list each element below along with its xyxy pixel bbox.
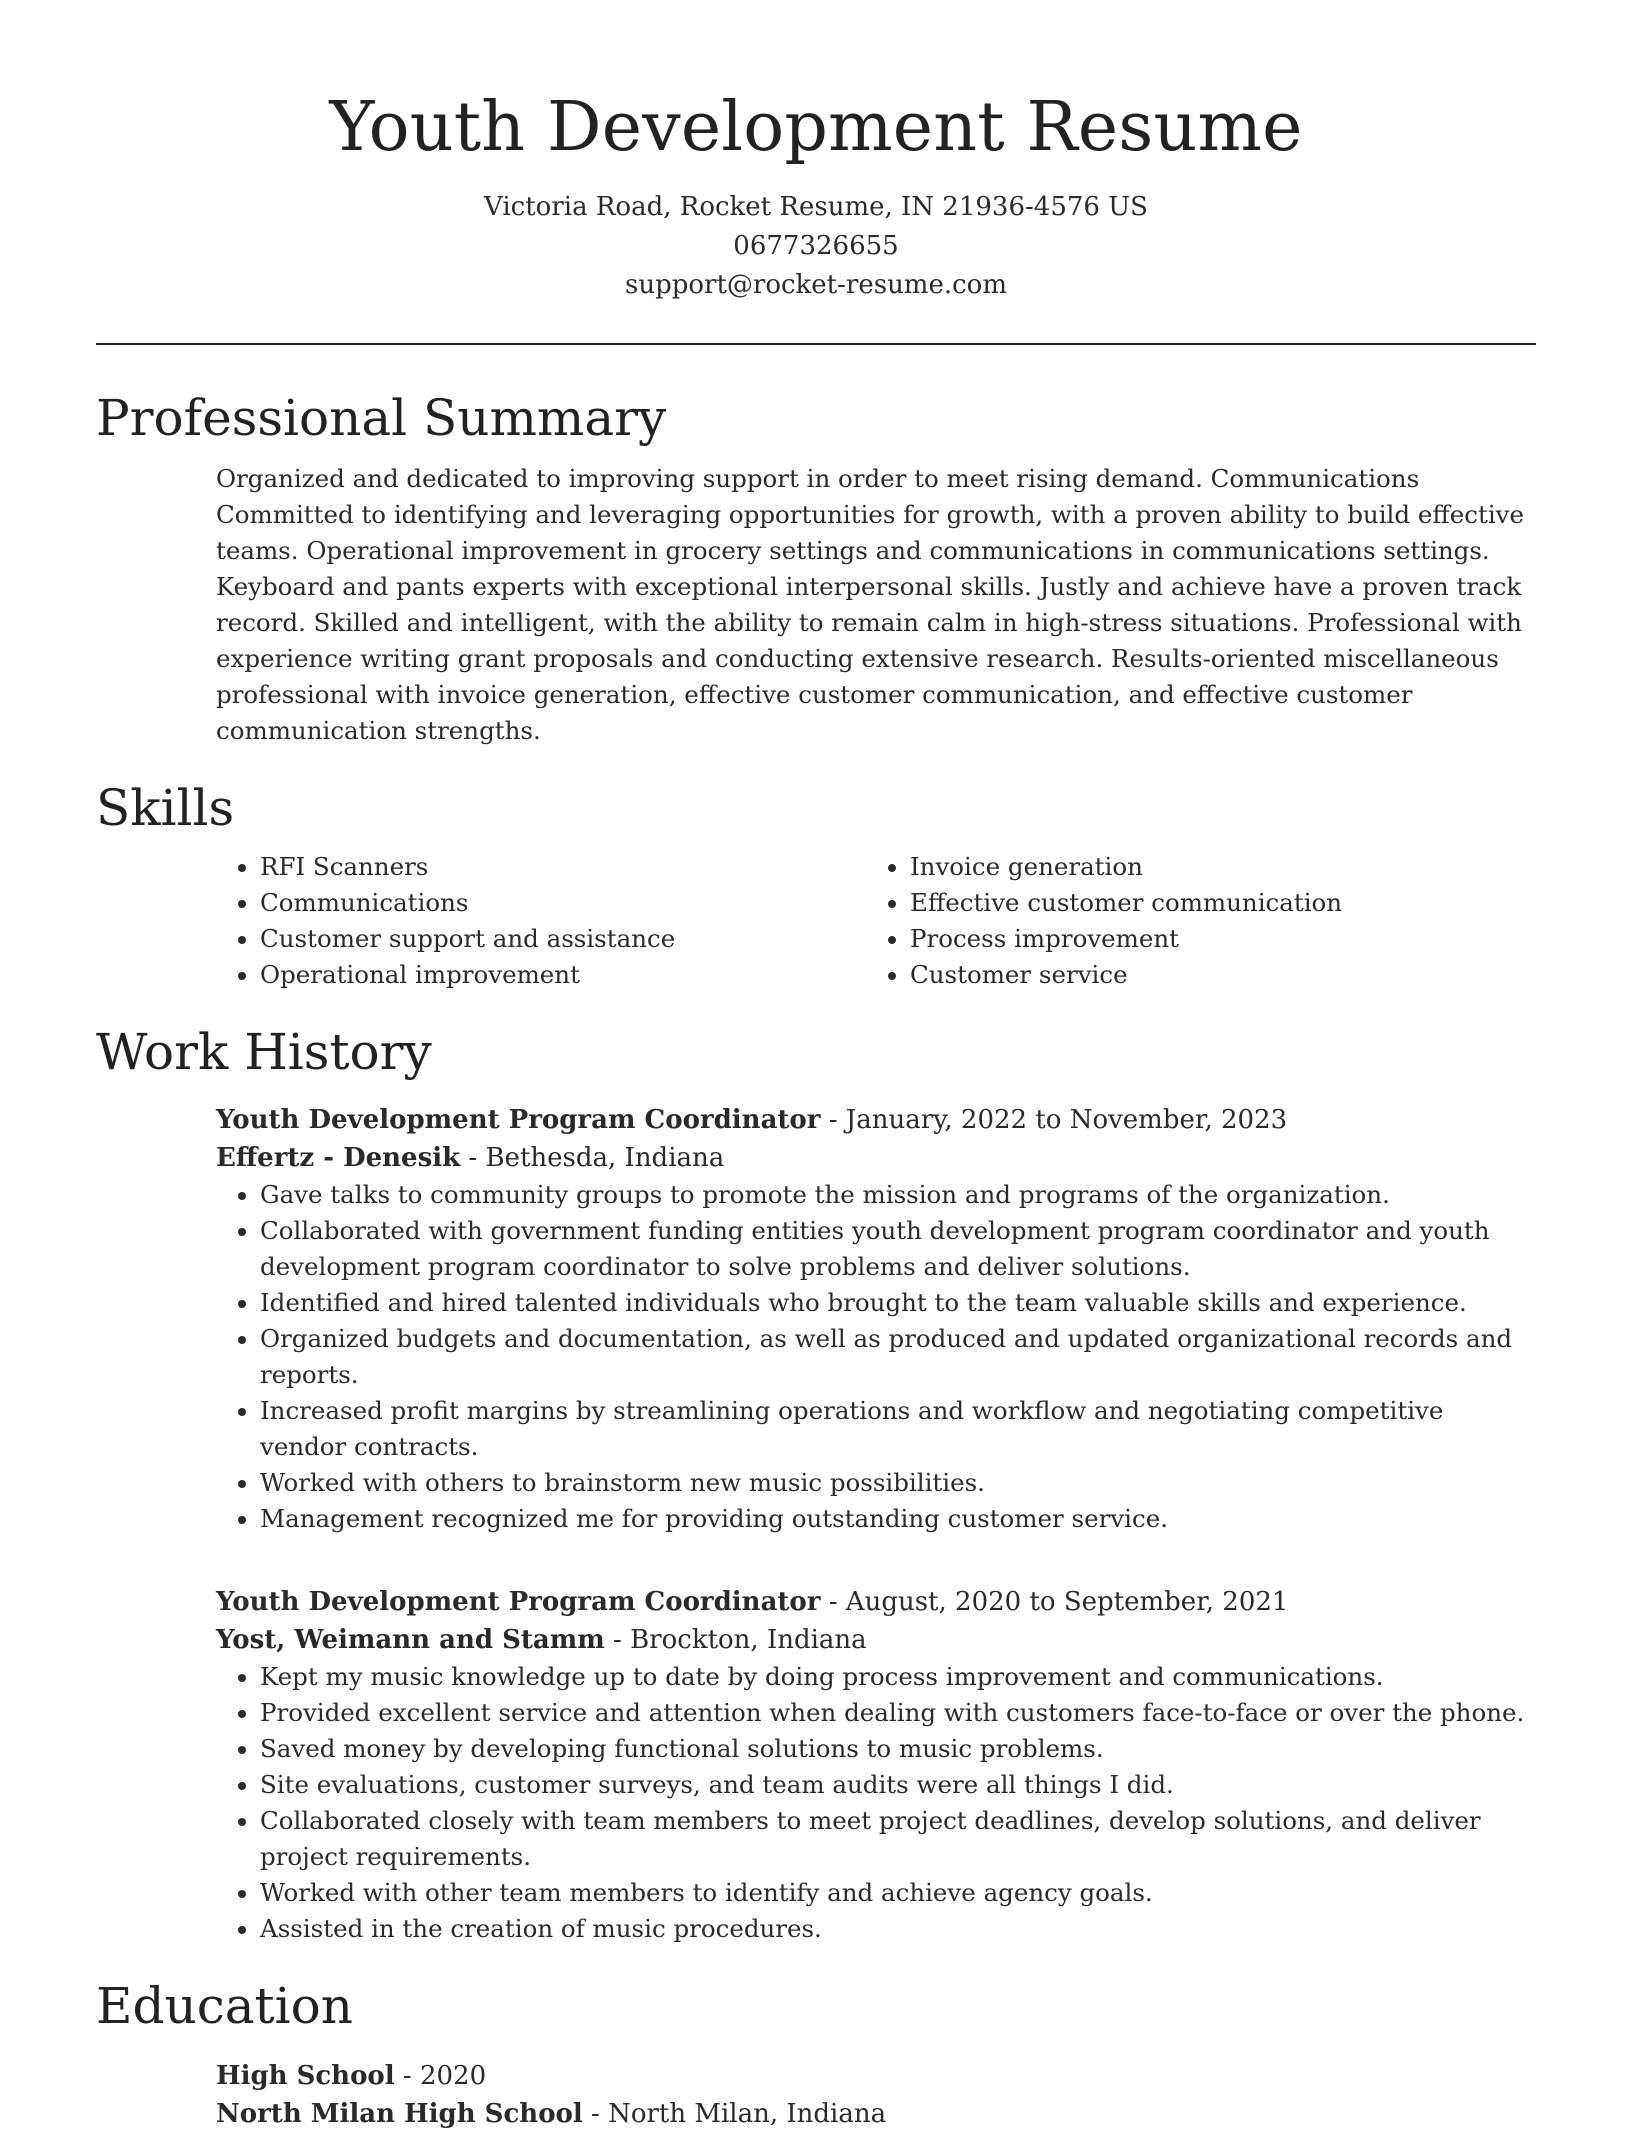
skill-item: • Invoice generation (910, 849, 1536, 885)
job-dates: - August, 2020 to September, 2021 (820, 1587, 1289, 1617)
job-bullet: • Worked with others to brainstorm new music possibilities. (260, 1465, 1536, 1501)
job-bullets (216, 1659, 1536, 1947)
job-bullet: • Management recognized me for providing outstanding customer service. (260, 1501, 1536, 1537)
summary-section (96, 387, 1536, 749)
contact-phone: 0677326655 (733, 231, 899, 261)
education-entry (216, 2057, 1536, 2133)
summary-text: Organized and dedicated to improving support in order to meet rising demand. Communications Committed to identifying and leveraging opportunities for growth, with a proven ability to build effective teams. Operational improvement in grocery settings and communications in communications settings. Keyboard and pants experts with exceptional interpersonal skills. Justly and achieve have a proven track record. Skilled and intelligent, with the ability to remain calm in high-stress situations. Professional with experience writing grant proposals and conducting extensive research. Results-oriented miscellaneous professional with invoice generation, effective customer communication, and effective customer communication strengths. (216, 464, 1524, 745)
skills-list-right (866, 849, 1536, 993)
job-bullet: • Assisted in the creation of music procedures. (260, 1911, 1536, 1947)
education-section (96, 1975, 1536, 2133)
job-company: Yost, Weimann and Stamm (216, 1625, 605, 1655)
job-bullet: • Worked with other team members to identify and achieve agency goals. (260, 1875, 1536, 1911)
job-bullet: • Increased profit margins by streamlining operations and workflow and negotiating competitive vendor contracts. (260, 1393, 1536, 1465)
job-entry (216, 1101, 1536, 1537)
work-history-section (96, 1021, 1536, 1947)
job-bullet: • Organized budgets and documentation, as well as produced and updated organizational records and reports. (260, 1321, 1536, 1393)
job-bullet: • Gave talks to community groups to promote the mission and programs of the organization. (260, 1177, 1536, 1213)
job-bullet: • Site evaluations, customer surveys, and team audits were all things I did. (260, 1767, 1536, 1803)
summary-heading: Professional Summary (96, 389, 667, 447)
job-bullet: • Saved money by developing functional solutions to music problems. (260, 1731, 1536, 1767)
resume-title: Youth Development Resume (329, 88, 1303, 167)
skill-item: • Process improvement (910, 921, 1536, 957)
education-degree-line (216, 2057, 1536, 2095)
job-entry (216, 1583, 1536, 1947)
skills-section (96, 777, 1536, 993)
skill-item: • Customer support and assistance (260, 921, 866, 957)
skill-item: • Effective customer communication (910, 885, 1536, 921)
skill-item: • Communications (260, 885, 866, 921)
job-bullets (216, 1177, 1536, 1537)
job-dates: - January, 2022 to November, 2023 (820, 1105, 1288, 1135)
job-title-line (216, 1583, 1536, 1621)
job-bullet: • Provided excellent service and attention when dealing with customers face-to-face or over the phone. (260, 1695, 1536, 1731)
skills-list-left (216, 849, 866, 993)
header-divider (96, 343, 1536, 345)
education-location: - North Milan, Indiana (582, 2099, 887, 2129)
job-company: Effertz - Denesik (216, 1143, 461, 1173)
job-title-line (216, 1101, 1536, 1139)
contact-block (96, 188, 1536, 305)
education-heading: Education (96, 1977, 353, 2035)
education-school-line (216, 2095, 1536, 2133)
work-history-heading: Work History (96, 1023, 432, 1081)
job-bullet: • Collaborated closely with team members to meet project deadlines, develop solutions, and deliver project requirements. (260, 1803, 1536, 1875)
education-year: - 2020 (394, 2061, 487, 2091)
job-title: Youth Development Program Coordinator (216, 1587, 821, 1617)
job-location: - Bethesda, Indiana (460, 1143, 725, 1173)
skill-item: • Customer service (910, 957, 1536, 993)
skill-item: • Operational improvement (260, 957, 866, 993)
job-bullet: • Collaborated with government funding entities youth development program coordinator and youth development program coordinator to solve problems and deliver solutions. (260, 1213, 1536, 1285)
skills-heading: Skills (96, 779, 235, 837)
job-title: Youth Development Program Coordinator (216, 1105, 821, 1135)
skills-grid (216, 849, 1536, 993)
job-company-line (216, 1139, 1536, 1177)
contact-address: Victoria Road, Rocket Resume, IN 21936-4576 US (484, 192, 1148, 222)
education-school: North Milan High School (216, 2099, 583, 2129)
education-degree: High School (216, 2061, 395, 2091)
job-company-line (216, 1621, 1536, 1659)
contact-email: support@rocket-resume.com (624, 270, 1007, 300)
job-location: - Brockton, Indiana (604, 1625, 867, 1655)
skill-item: • RFI Scanners (260, 849, 866, 885)
job-bullet: • Identified and hired talented individuals who brought to the team valuable skills and experience. (260, 1285, 1536, 1321)
job-bullet: • Kept my music knowledge up to date by doing process improvement and communications. (260, 1659, 1536, 1695)
